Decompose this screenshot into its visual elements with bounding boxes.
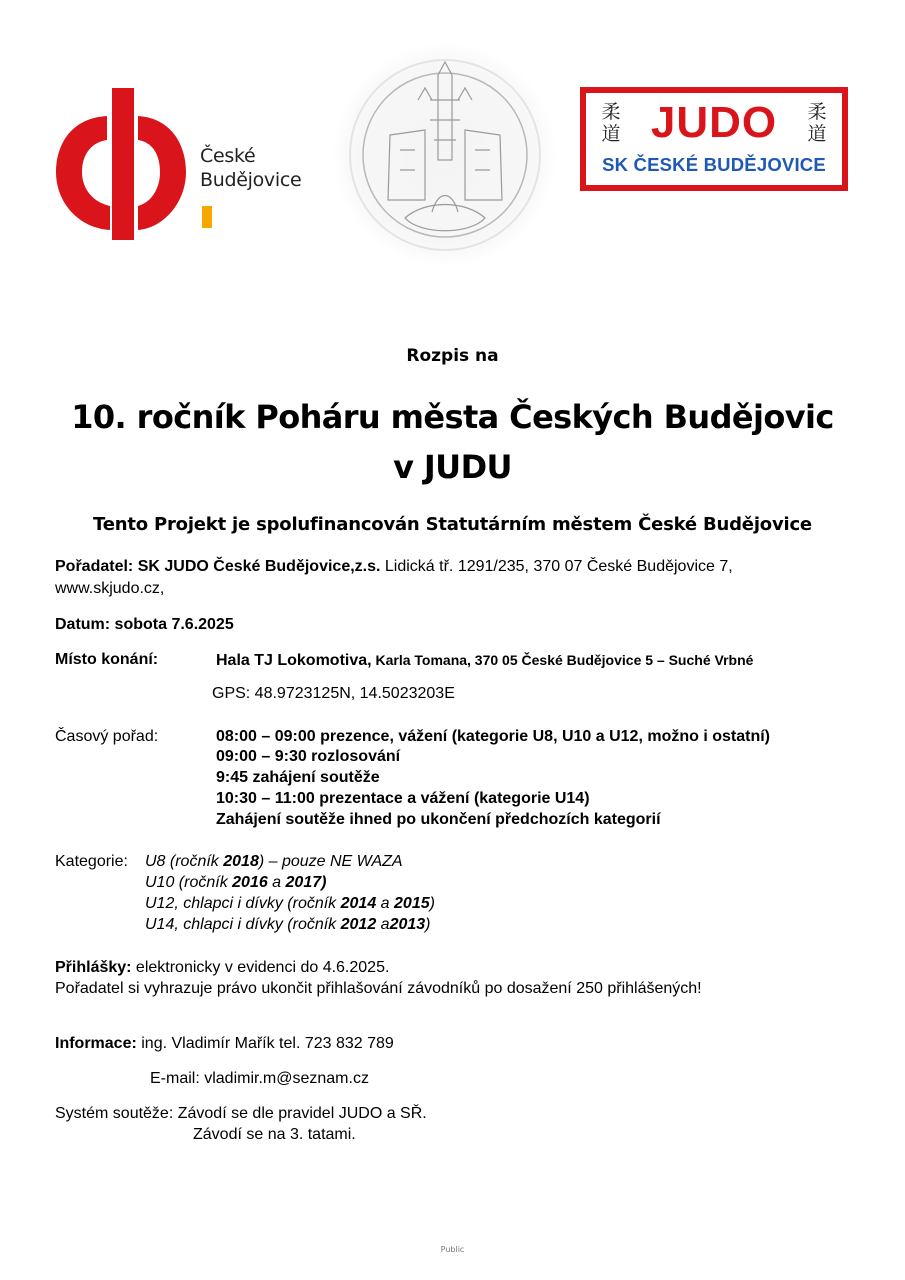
registration-line [55,958,389,978]
city-logo-mark [52,84,212,244]
registration-note: Pořadatel si vyhrazuje právo ukončit přihlašování závodníků po dosažení 250 přihlášených! [55,980,702,997]
registration-text: elektronicky v evidenci do 4.6.2025. [131,959,390,976]
schedule-item: Zahájení soutěže ihned po ukončení předchozích kategorií [216,811,661,828]
title-line1: 10. ročník Poháru města Českých Budějovic [71,398,834,436]
schedule-item: 9:45 zahájení soutěže [216,769,380,786]
event-date: Datum: sobota 7.6.2025 [55,616,234,633]
category-u12: U12, chlapci i dívky (ročník 2014 a 2015) [145,895,435,912]
venue-gps: GPS: 48.9723125N, 14.5023203E [212,685,455,702]
schedule-item: 08:00 – 09:00 prezence, vážení (kategorie U8, U10 a U12, možno i ostatní) [216,728,770,745]
city-logo-square [202,206,212,228]
category-u14: U14, chlapci i dívky (ročník 2012 a2013) [145,916,431,933]
venue-address: Karla Tomana, 370 05 České Budějovice 5 – Suché Vrbné [371,652,754,668]
system-rules: Závodí se dle pravidel JUDO a SŘ. [173,1105,427,1122]
judo-logo-title: JUDO [650,98,778,147]
footer-classification: Public [440,1245,465,1254]
categories-label: Kategorie: [55,853,128,870]
organizer-label: Pořadatel: SK JUDO České Budějovice,z.s. [55,558,381,575]
info-label: Informace: [55,1035,137,1052]
kanji-left: 柔道 [601,101,621,145]
city-name-line2: Budějovice [200,169,302,191]
city-seal-image [330,40,560,270]
category-u10: U10 (ročník 2016 a 2017) [145,874,327,891]
schedule-item: 09:00 – 9:30 rozlosování [216,748,401,765]
system-line [55,1104,427,1124]
judo-logo-subtitle: SK ČESKÉ BUDĚJOVICE [602,154,826,175]
funding-subtitle: Tento Projekt je spolufinancován Statutárním městem České Budějovice [93,514,812,535]
organizer-line [55,557,733,577]
kanji-right: 柔道 [807,101,827,145]
registration-label: Přihlášky: [55,959,132,976]
schedule-item: 10:30 – 11:00 prezentace a vážení (kategorie U14) [216,790,590,807]
info-contact: ing. Vladimír Mařík tel. 723 832 789 [136,1035,394,1052]
venue-label: Místo konání: [55,651,159,668]
title-line2: v JUDU [393,448,512,486]
venue-line [216,650,753,671]
venue-name: Hala TJ Lokomotiva, [216,652,372,669]
city-logo-text [200,144,301,192]
page-title [0,392,905,492]
organizer-address: Lidická tř. 1291/235, 370 07 České Budějovice 7, [380,558,733,575]
category-u8: U8 (ročník 2018) – pouze NE WAZA [145,853,403,870]
organizer-web: www.skjudo.cz, [55,580,165,597]
city-logo [52,84,302,244]
info-line [55,1034,394,1054]
heading-pre: Rozpis na [406,346,499,366]
city-name-line1: České [200,145,256,167]
system-label: Systém soutěže: [55,1105,174,1122]
info-email: E-mail: vladimir.m@seznam.cz [150,1070,369,1087]
system-tatami: Závodí se na 3. tatami. [193,1126,356,1143]
schedule-label: Časový pořad: [55,728,159,745]
judo-club-logo [580,87,848,191]
